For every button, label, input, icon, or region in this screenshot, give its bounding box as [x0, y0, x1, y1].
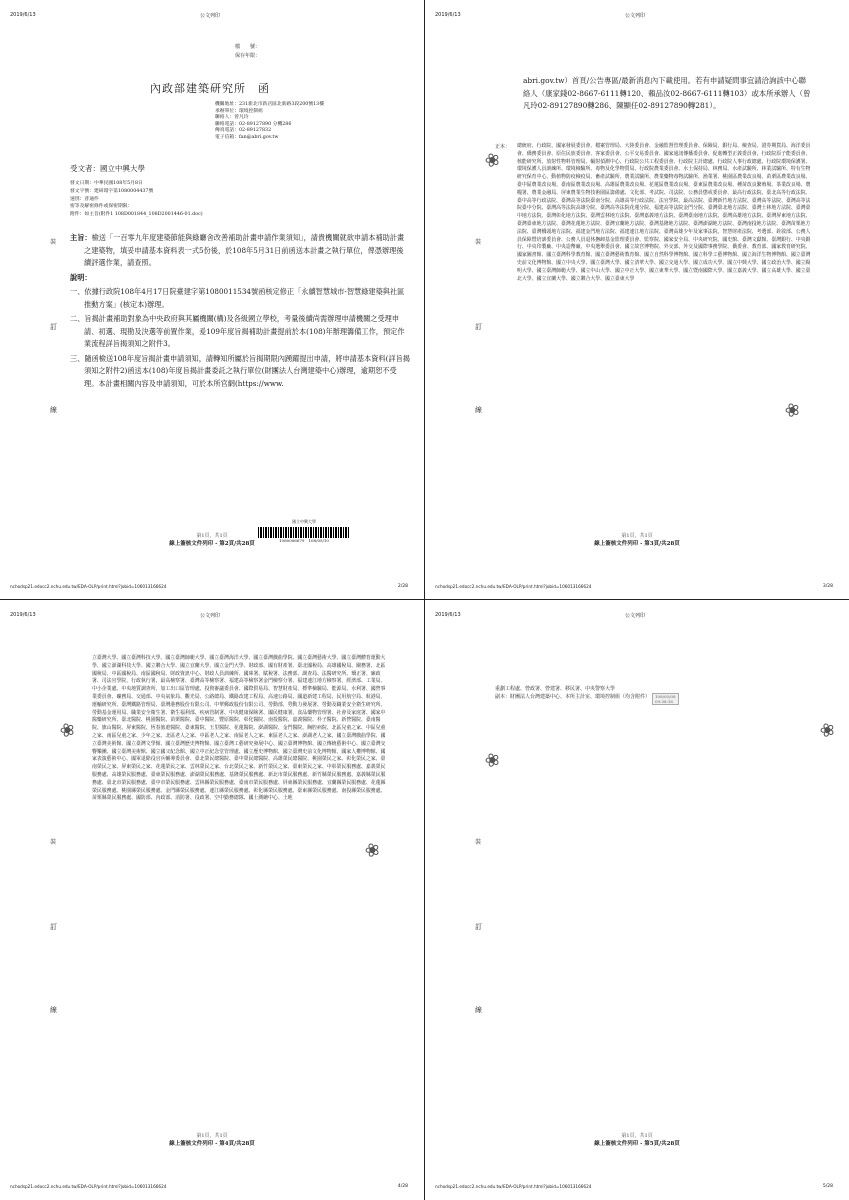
barcode-number: 1080006679 108/05/10: [279, 538, 329, 543]
letter-body: [70, 232, 410, 392]
meta-line: 附件：如主旨(附件1 108D001844_108D2001446-01.doc): [70, 212, 203, 218]
document-page-4: [0, 600, 424, 1199]
header-date: 2019/6/13: [10, 612, 36, 618]
contact-block: [215, 102, 324, 142]
subject-label: 主旨：: [70, 233, 92, 242]
barcode-caption: 國立中興大學: [292, 519, 316, 524]
recipient-list: 立臺灣大學、國立臺灣科技大學、國立臺灣師範大學、國立臺灣海洋大學、國立臺灣戲曲學院、國立臺灣藝術大學、國立臺灣體育運動大學、國立澎湖科技大學、國立聯合大學、國立宜蘭大學、國立金門大學、財政部、國有財產署、臺北國稅局、高雄國稅局、關務署、北區國稅局、中區國稅局、南區國稅局、財政資訊中心、財政人員訓練所、國庫署、賦稅署、法務部、調查局、法醫研究所、矯正署、廉政署、司法官學院、行政執行署、最高檢察署、臺灣高等檢察署、福建高等檢察署金門檢察分署、福建連江地方檢察署、經濟部、工業局、中小企業處、中央地質調查所、加工出口區管理處、投資審議委員會、國際貿易局、智慧財產局、標準檢驗局、能源局、水利署、國營事業委員會、礦務局、交通部、中央氣象局、觀光局、公路總局、鐵路改建工程局、高速公路局、國道新建工程局、民用航空局、航港局、運輸研究所、臺灣鐵路管理局、臺灣港務股份有限公司、中華郵政股份有限公司、勞動部、勞動力發展署、勞動及職業安全衛生研究所、勞動基金運用局、職業安全衛生署、衛生福利部、疾病管制署、中央健康保險署、國民健康署、食品藥物管理署、社會及家庭署、國家中醫藥研究所、臺北醫院、桃園醫院、苗栗醫院、臺中醫院、豐原醫院、彰化醫院、南投醫院、嘉義醫院、朴子醫院、新營醫院、臺南醫院、旗山醫院、屏東醫院、恆春旅遊醫院、臺東醫院、玉里醫院、花蓮醫院、澎湖醫院、金門醫院、胸腔病院、北區兒童之家、中區兒童之家、南區兒童之家、少年之家、北區老人之家、中區老人之家、南區老人之家、東區老人之家、澎湖老人之家、國立臺灣戲曲學院、國立臺灣美術館、國立臺灣文學館、國立臺灣歷史博物館、國立臺灣工藝研究發展中心、國立臺灣博物館、國立傳統藝術中心、國立臺灣交響樂團、國立臺灣美術館、國立國父紀念館、國立中正紀念堂管理處、國立歷史博物館、國立臺灣史前文化博物館、國家人權博物館、國家表演藝術中心、國軍退除役官兵輔導委員會、臺北榮民總醫院、臺中榮民總醫院、高雄榮民總醫院、桃園榮民之家、彰化榮民之家、臺南榮民之家、屏東榮民之家、花蓮榮民之家、雲林榮民之家、台北榮民之家、新竹榮民之家、臺東榮民之家、中彰榮民服務處、嘉義榮民服務處、高雄榮民服務處、臺東榮民服務處、澎湖榮民服務處、基隆榮民服務處、新北市榮民服務處、新竹縣榮民服務處、嘉義縣榮民服務處、臺北市榮民服務處、臺中市榮民服務處、雲林縣榮民服務處、臺南市榮民服務處、屏東縣榮民服務處、宜蘭縣榮民服務處、花蓮縣榮民服務處、桃園縣榮民服務處、金門縣榮民服務處、連江縣榮民服務處、彰化縣榮民服務處、臺東縣榮民服務處、南投縣榮民服務處、苗栗縣榮民服務處、國防部、內政部、消防署、役政署、空中勤務總隊、國土測繪中心、土地: [92, 655, 386, 802]
recipient-list-label: 正本：: [495, 144, 511, 150]
cc-line: [495, 693, 825, 705]
footer-page-count: 第1頁，共1頁: [621, 533, 653, 539]
binding-label: 裝: [475, 239, 482, 246]
header-title: 公文列印: [200, 13, 221, 19]
header-title: 公文列印: [625, 13, 646, 19]
explain-item: 三、隨函檢送108年度旨揭計畫申請須知，請轉知所屬於旨揭期限內踴躍提出申請，將申請基本資料(詳旨揭須知之附件2)函送本(108)年度旨揭計畫委託之執行單位(財團法人台灣建築中心)辦理，逾期恕不受理。本計畫相關內容及申請須知，可於本所官網(https://www.: [70, 353, 410, 388]
footer-print-label: 線上簽核文件列印 - 第5頁/共28頁: [594, 1141, 680, 1147]
footer-print-label: 線上簽核文件列印 - 第4頁/共28頁: [169, 1141, 255, 1147]
contact-line: 電子信箱：fan@abri.gov.tw: [215, 134, 279, 140]
cc-text: 副本：財團法人台灣建築中心、本所主計室、環境控制組（均含附件）: [495, 694, 651, 700]
meta-block: [70, 180, 203, 219]
binding-label-ding: 訂: [475, 923, 482, 931]
subject-text: 檢送「一百零九年度建築節能與綠廳舍改善補助計畫申請作業須知」，請貴機關就欲申請本補助計畫之建築物，填妥申請基本資料表一式5份後，於108年5月31日前函送本計畫之執行單位，俾憑辦理後續評選作業，請查照。: [84, 233, 405, 267]
header-title: 公文列印: [200, 613, 221, 619]
binding-label-xian: 線: [475, 1006, 482, 1014]
seal-icon: ❀: [361, 838, 384, 863]
binding-label-xian: 線: [50, 1006, 57, 1014]
stamp-date: 108/05/08: [655, 694, 676, 699]
footer-url: nchodsp21.edocc2.nchu.edu.tw/EDA-OLP/print.html?jobid=106013166624: [435, 584, 592, 589]
contact-line: 機關地址：231新北市新店區北新路3段200號13樓: [215, 102, 325, 107]
footer-url: nchodsp21.edocc2.nchu.edu.tw/EDA-OLP/print.html?jobid=106013166624: [435, 1184, 592, 1189]
header-date: 2019/6/13: [10, 12, 36, 18]
binding-label-ding: 訂: [50, 923, 57, 931]
footer-page-number: 2/28: [397, 584, 408, 589]
stamp-time: 09:38:16: [655, 699, 673, 704]
binding-label-ding: 訂: [50, 323, 57, 331]
binding-label-xian: 線: [50, 406, 57, 414]
document-page-3: [425, 0, 849, 599]
footer-page-count: 第1頁，共1頁: [196, 533, 228, 539]
recipient: 受文者：國立中興大學: [70, 164, 145, 173]
header-title: 公文列印: [625, 613, 646, 619]
seal-icon: ❀: [816, 718, 839, 743]
seal-icon: ❀: [481, 748, 504, 773]
meta-line: 發文字號：建研環字第1080004437號: [70, 188, 154, 194]
seal-icon: ❀: [481, 148, 504, 173]
header-date: 2019/6/13: [435, 12, 461, 18]
retention-period: 保存年限：: [235, 53, 261, 59]
contact-line: 傳真電話：02-89127832: [215, 128, 272, 134]
file-number-block: [235, 43, 260, 61]
binding-label: 裝: [50, 239, 57, 246]
header-date: 2019/6/13: [435, 612, 461, 618]
continuation-text: abri.gov.tw）首頁/公告專區/最新消息內下載使用。若有申請疑問事宜請洽詢該中心聯絡人（康家錢02-8667-6111轉120、賴品汝02-8667-6111轉103）或本所承辦人（曾凡玲02-89127890轉286、陳顯任02-89127890轉281）。: [523, 76, 811, 110]
subject-paragraph: [70, 232, 410, 270]
footer-page-number: 4/28: [397, 1184, 408, 1189]
binding-label: 裝: [50, 839, 57, 846]
recipient-list-end: 重劃工程處、營政署、營建署、移民署、中央警察大學: [495, 686, 616, 692]
footer-url: nchodsp21.edocc2.nchu.edu.tw/EDA-OLP/print.html?jobid=106013166624: [10, 584, 167, 589]
footer-url: nchodsp21.edocc2.nchu.edu.tw/EDA-OLP/print.html?jobid=106013166624: [10, 1184, 167, 1189]
seal-icon: ❀: [56, 718, 79, 743]
document-page-2: [0, 0, 424, 599]
footer-page-count: 第1頁，共1頁: [196, 1133, 228, 1139]
binding-label-xian: 線: [475, 406, 482, 414]
file-number: 檔 號：: [235, 44, 261, 50]
contact-line: 聯絡電話：02-89127890 分機286: [215, 121, 292, 127]
explain-item: 二、旨揭計畫補助對象為中央政府與其屬機關(構)及各級國立學校，考量後續尚需辦理申請機關之受理申請、初選、現勘及決選等前置作業，爰109年度旨揭補助計畫提前於本(108)年辦理籌備工作，預定作業流程詳旨揭須知之附件3。: [70, 314, 405, 348]
footer-page-number: 5/28: [822, 1184, 833, 1189]
footer-print-label: 線上簽核文件列印 - 第2頁/共28頁: [169, 541, 255, 547]
binding-label-ding: 訂: [475, 323, 482, 331]
recipient-list: 總統府、行政院、國家發展委員會、檔案管理局、大陸委員會、金融監督管理委員會、保險局、銀行局、檢查局、證券期貨局、海洋委員會、僑務委員會、原住民族委員會、客家委員會、公平交易委員會、國家通訊傳播委員會、促進轉型正義委員會、行政院原子能委員會、核能研究所、放射性物料管理局、輻射偵測中心、行政院公共工程委員會、行政院主計總處、行政院人事行政總處、行政院環境保護署、環境保護人員訓練所、環境檢驗所、毒物及化學物質局、行政院農業委員會、水土保持局、林務局、水產試驗所、林業試驗所、特有生物研究保育中心、動植物防疫檢疫局、畜產試驗所、農業試驗所、農業藥物毒物試驗所、漁業署、桃園區農業改良場、苗栗區農業改良場、臺中區農業改良場、臺南區農業改良場、高雄區農業改良場、花蓮區農業改良場、臺東區農業改良場、種苗改良繁殖場、茶業改良場、農糧署、農業金融局、屏東農業生物技術園區籌備處、文化部、考試院、司法院、公務員懲戒委員會、最高行政法院、臺北高等行政法院、臺中高等行政法院、臺灣高等法院臺南分院、高雄高等行政法院、法官學院、最高法院、臺灣新竹地方法院、臺灣高等法院、臺灣高等法院臺中分院、臺灣高等法院高雄分院、臺灣高等法院花蓮分院、福建高等法院金門分院、臺灣臺北地方法院、臺灣士林地方法院、臺灣臺中地方法院、臺灣彰化地方法院、臺灣雲林地方法院、臺灣嘉義地方法院、臺灣臺南地方法院、臺灣高雄地方法院、臺灣屏東地方法院、臺灣臺東地方法院、臺灣花蓮地方法院、臺灣宜蘭地方法院、臺灣基隆地方法院、臺灣澎湖地方法院、臺灣南投地方法院、臺灣苗栗地方法院、臺灣橋頭地方法院、福建金門地方法院、福建連江地方法院、臺灣高雄少年及家事法院、智慧財產法院、考選部、銓敘部、公務人員保障暨培訓委員會、公務人員退休撫卹基金監理委員會、監察院、國家安全局、中央研究院、國史館、臺灣文獻館、臺灣銀行、中央銀行、中央印製廠、中央造幣廠、中央選舉委員會、國立故宮博物院、外交部、外交及國際事務學院、僑委會、教育部、國家教育研究院、國家圖書館、國立臺灣科學教育館、國立臺灣藝術教育館、國立自然科學博物館、國立科學工藝博物館、國立海洋生物博物館、國立臺灣史前文化博物館、國立中央大學、國立臺灣大學、國立清華大學、國立交通大學、國立成功大學、國立中興大學、國立政治大學、國立陽明大學、國立臺灣師範大學、國立中山大學、國立中正大學、國立東華大學、國立暨南國際大學、國立嘉義大學、國立高雄大學、國立臺北大學、國立宜蘭大學、國立聯合大學、國立臺東大學: [517, 143, 811, 282]
explain-label: 說明：: [70, 272, 92, 282]
org-title: 內政部建築研究所 函: [150, 82, 270, 95]
binding-label: 裝: [475, 839, 482, 846]
footer-page-number: 3/28: [822, 584, 833, 589]
meta-line: 速別：普通件: [70, 196, 99, 202]
seal-icon: ❀: [781, 398, 804, 423]
contact-line: 聯絡人：曾凡玲: [215, 115, 249, 121]
contact-line: 承辦單位：環境控制組: [215, 108, 263, 114]
footer-print-label: 線上簽核文件列印 - 第3頁/共28頁: [594, 541, 680, 547]
footer-page-count: 第1頁，共1頁: [621, 1133, 653, 1139]
timestamp-stamp: [652, 693, 679, 705]
meta-line: 密等及解密條件或保密期限：: [70, 204, 133, 210]
final-recipients: [495, 685, 825, 705]
document-page-5: [425, 600, 849, 1199]
explain-item: 一、依據行政院108年4月17日院臺建字第1080011534號函核定修正「永續智慧城市-智慧綠建築與社區推動方案」(核定本)辦理。: [70, 287, 405, 309]
meta-line: 發文日期：中華民國108年5月8日: [70, 181, 143, 186]
